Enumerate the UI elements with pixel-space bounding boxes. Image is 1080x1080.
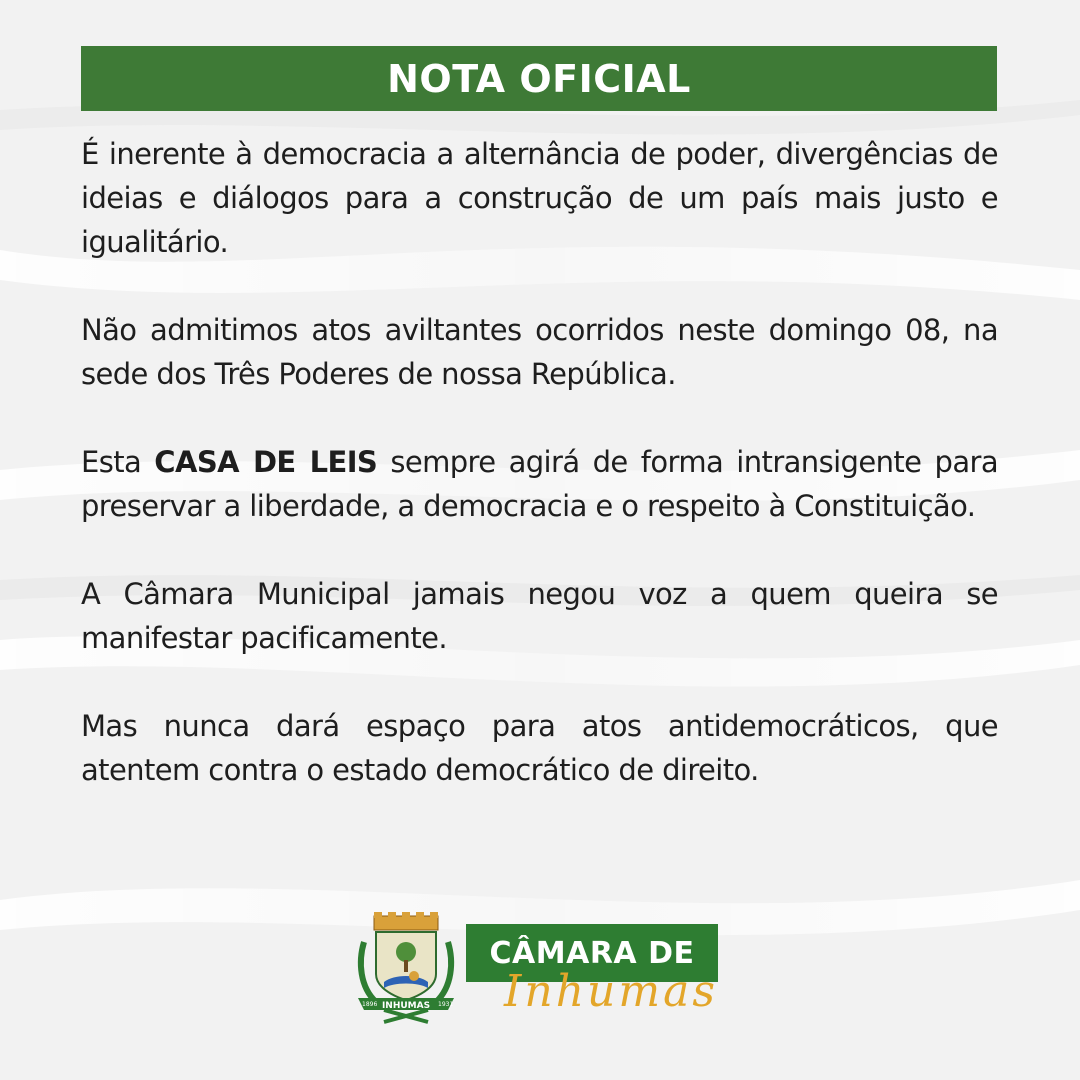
camara-de-label: CÂMARA DE — [466, 924, 718, 982]
paragraph-3-end: sempre agirá de forma intransigente para preservar a liberdade, a democracia e o respeito à Constituição. — [81, 445, 998, 523]
camara-logo — [354, 912, 724, 1027]
page-title: NOTA OFICIAL — [387, 56, 691, 101]
paragraph-3 — [81, 440, 998, 528]
casa-de-leis-bold: CASA DE LEIS — [154, 445, 378, 479]
paragraph-2: Não admitimos atos aviltantes ocorridos neste domingo 08, na sede dos Três Poderes de nossa República. — [81, 313, 998, 391]
paragraph-3-start: Esta — [81, 445, 155, 479]
paragraph-4: A Câmara Municipal jamais negou voz a quem queira se manifestar pacificamente. — [81, 577, 998, 655]
coat-year-left: 1896 — [362, 1001, 378, 1008]
paragraph-1: É inerente à democracia a alternância de poder, divergências de ideias e diálogos para a construção de um país mais justo e igualitário. — [81, 137, 998, 259]
coat-year-right: 1931 — [438, 1001, 454, 1008]
coat-of-arms-icon — [354, 912, 458, 1024]
title-banner — [81, 46, 997, 111]
paragraph-5: Mas nunca dará espaço para atos antidemocráticos, que atentem contra o estado democrático de direito. — [81, 709, 998, 787]
inhumas-script-label: Inhumas — [504, 966, 718, 1017]
coat-banner-text: INHUMAS — [381, 1001, 431, 1011]
note-body — [81, 132, 998, 792]
